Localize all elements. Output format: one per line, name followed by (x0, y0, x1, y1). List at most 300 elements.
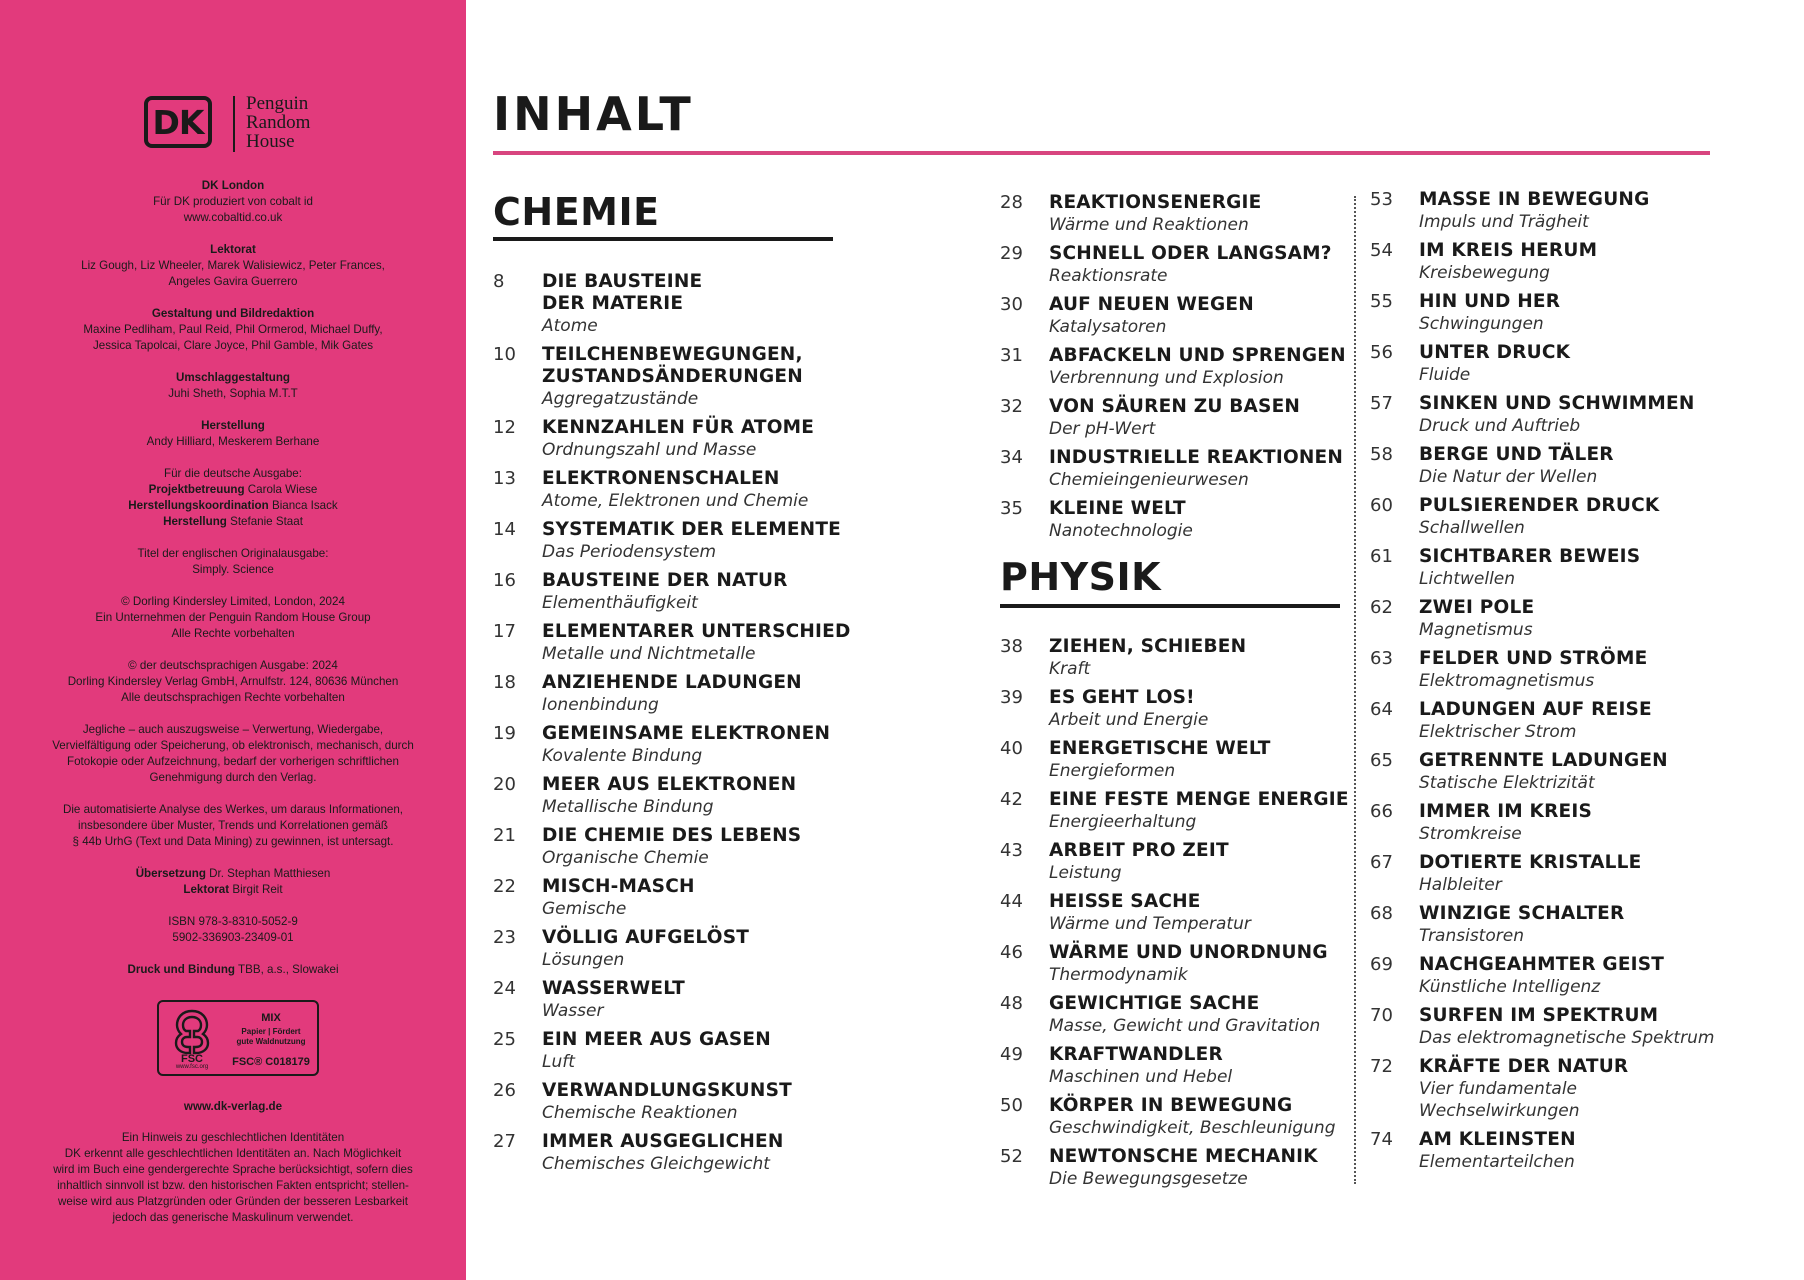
toc-entry[interactable] (1000, 687, 1340, 731)
entry-title: VERWANDLUNGSKUNST (542, 1080, 792, 1101)
page-number: 39 (1000, 687, 1023, 708)
page-number: 38 (1000, 636, 1023, 657)
imprint-block (40, 242, 426, 290)
imprint-line-text: 5902-336903-23409-01 (172, 931, 294, 944)
entry-title: ENERGETISCHE WELT (1049, 738, 1271, 759)
imprint-line-bold: Lektorat (210, 243, 256, 256)
imprint-block (40, 370, 426, 402)
entry-subtitle: Chemisches Gleichgewicht (542, 1154, 770, 1174)
toc-column-1 (493, 271, 853, 1182)
imprint-line-text: Birgit Reit (229, 883, 283, 896)
page-number: 54 (1370, 240, 1393, 261)
entry-title: EIN MEER AUS GASEN (542, 1029, 771, 1050)
page-number: 48 (1000, 993, 1023, 1014)
page-number: 34 (1000, 447, 1023, 468)
page-number: 24 (493, 978, 516, 999)
entry-subtitle: Künstliche Intelligenz (1419, 977, 1601, 997)
imprint-line (40, 658, 426, 674)
imprint-line-bold: Herstellungskoordination (128, 499, 269, 512)
entry-subtitle: Wärme und Reaktionen (1049, 215, 1249, 235)
toc-entry[interactable] (1000, 447, 1344, 491)
imprint-line-text: § 44b UrhG (Text und Data Mining) zu gewinnen, ist untersagt. (72, 835, 394, 848)
toc-entry[interactable] (493, 271, 853, 337)
page-number: 69 (1370, 954, 1393, 975)
imprint-line (40, 546, 426, 562)
entry-subtitle: Schwingungen (1419, 314, 1544, 334)
entry-title: KENNZAHLEN FÜR ATOME (542, 417, 815, 438)
toc-entry[interactable] (1370, 597, 1710, 641)
page-number: 52 (1000, 1146, 1023, 1167)
page-title: INHALT (493, 87, 694, 141)
entry-title: KRAFTWANDLER (1049, 1044, 1223, 1065)
entry-subtitle: Magnetismus (1419, 620, 1533, 640)
toc-entry[interactable] (493, 825, 853, 869)
entry-title: ELEKTRONENSCHALEN (542, 468, 780, 489)
entry-subtitle: Ionenbindung (542, 695, 659, 715)
imprint-line (40, 322, 426, 338)
toc-column-3 (1370, 189, 1715, 1180)
imprint-line (40, 434, 426, 450)
imprint-line-bold: Gestaltung und Bildredaktion (151, 307, 315, 320)
entry-title: NACHGEAHMTER GEIST (1419, 954, 1665, 975)
title-rule (493, 151, 1710, 155)
entry-subtitle: Kraft (1049, 659, 1091, 679)
toc-entry[interactable] (1000, 192, 1340, 236)
entry-title: MASSE IN BEWEGUNG (1419, 189, 1650, 210)
page-number: 64 (1370, 699, 1393, 720)
toc-entry[interactable] (1000, 993, 1340, 1037)
toc-entry[interactable] (493, 927, 853, 971)
toc-entry[interactable] (1370, 1056, 1710, 1122)
entry-subtitle: Kovalente Bindung (542, 746, 703, 766)
imprint-line (40, 754, 426, 770)
imprint-line-text: Alle deutschsprachigen Rechte vorbehalten (121, 691, 345, 704)
imprint-line (40, 594, 426, 610)
entry-subtitle: Atome, Elektronen und Chemie (542, 491, 809, 511)
entry-subtitle: Fluide (1419, 365, 1471, 385)
entry-subtitle: Elementhäufigkeit (542, 593, 698, 613)
imprint-line-text: Jessica Tapolcai, Clare Joyce, Phil Gamble, Mik Gates (92, 339, 374, 352)
entry-subtitle: Statische Elektrizität (1419, 773, 1595, 793)
imprint-block (40, 418, 426, 450)
entry-subtitle: Impuls und Trägheit (1419, 212, 1589, 232)
page-number: 50 (1000, 1095, 1023, 1116)
entry-title: PULSIERENDER DRUCK (1419, 495, 1660, 516)
imprint-line (40, 306, 426, 322)
entry-title: INDUSTRIELLE REAKTIONEN (1049, 447, 1344, 468)
page-number: 16 (493, 570, 516, 591)
column-divider (1354, 196, 1356, 1184)
page-number: 40 (1000, 738, 1023, 759)
page-number: 25 (493, 1029, 516, 1050)
imprint-block (40, 658, 426, 706)
page-number: 19 (493, 723, 516, 744)
imprint-line-bold: DK London (201, 179, 265, 192)
page-number: 12 (493, 417, 516, 438)
toc-entry[interactable] (1000, 1146, 1340, 1190)
page-number: 61 (1370, 546, 1393, 567)
entry-subtitle: Das elektromagnetische Spektrum (1419, 1028, 1715, 1048)
entry-subtitle: Organische Chemie (542, 848, 709, 868)
toc-entry[interactable] (1000, 294, 1340, 338)
imprint-line (40, 882, 426, 898)
imprint-line (40, 802, 426, 818)
page-number: 10 (493, 344, 516, 365)
entry-title: MISCH-MASCH (542, 876, 695, 897)
entry-title: DIE CHEMIE DES LEBENS (542, 825, 802, 846)
page-number: 21 (493, 825, 516, 846)
entry-title: HIN UND HER (1419, 291, 1561, 312)
imprint-line (40, 242, 426, 258)
page-number: 18 (493, 672, 516, 693)
entry-title: ANZIEHENDE LADUNGEN (542, 672, 802, 693)
toc-entry[interactable] (1370, 903, 1710, 947)
page-number: 28 (1000, 192, 1023, 213)
page-number: 31 (1000, 345, 1023, 366)
page-number: 67 (1370, 852, 1393, 873)
page-number: 29 (1000, 243, 1023, 264)
imprint-line-text: © Dorling Kindersley Limited, London, 2024 (121, 595, 345, 608)
entry-subtitle: Transistoren (1419, 926, 1524, 946)
toc-entry[interactable] (1370, 954, 1710, 998)
toc-entry[interactable] (1370, 291, 1710, 335)
entry-subtitle: Die Natur der Wellen (1419, 467, 1598, 487)
imprint-line-bold: Lektorat (183, 883, 230, 896)
fsc-description-line: gute Waldnutzung (236, 1037, 306, 1046)
imprint-block (40, 866, 426, 898)
page-number: 74 (1370, 1129, 1393, 1150)
entry-subtitle: Katalysatoren (1049, 317, 1167, 337)
entry-subtitle: Nanotechnologie (1049, 521, 1193, 541)
entry-title: SICHTBARER BEWEIS (1419, 546, 1641, 567)
page-number: 72 (1370, 1056, 1393, 1077)
entry-title: UNTER DRUCK (1419, 342, 1571, 363)
imprint-line-text: ISBN 978-3-8310-5052-9 (168, 915, 298, 928)
imprint-line (40, 514, 426, 530)
imprint-line (40, 258, 426, 274)
toc-entry[interactable] (1370, 189, 1710, 233)
imprint-line-text: insbesondere über Muster, Trends und Korrelationen gemäß (78, 819, 388, 832)
entry-title: MEER AUS ELEKTRONEN (542, 774, 797, 795)
imprint-line-text: Angeles Gavira Guerrero (168, 275, 298, 288)
imprint-line-text: Ein Unternehmen der Penguin Random House Group (95, 611, 371, 624)
imprint-panel (0, 0, 466, 1280)
entry-subtitle: Kreisbewegung (1419, 263, 1550, 283)
toc-entry[interactable] (1370, 546, 1710, 590)
entry-subtitle: Metallische Bindung (542, 797, 714, 817)
toc-entry[interactable] (493, 621, 853, 665)
entry-title: AM KLEINSTEN (1419, 1129, 1576, 1150)
page-number: 66 (1370, 801, 1393, 822)
imprint-line-text: Liz Gough, Liz Wheeler, Marek Walisiewicz, Peter Frances, (81, 259, 385, 272)
toc-entry[interactable] (1000, 345, 1346, 389)
entry-subtitle: Druck und Auftrieb (1419, 416, 1581, 436)
entry-subtitle: Energieerhaltung (1049, 812, 1197, 832)
toc-entry[interactable] (493, 570, 853, 614)
imprint-line-text: www.cobaltid.co.uk (183, 211, 283, 224)
page-number: 27 (493, 1131, 516, 1152)
fsc-tree-icon (169, 1007, 215, 1063)
imprint-line (40, 498, 426, 514)
fsc-description-line: Papier | Fördert (241, 1027, 301, 1036)
entry-subtitle: Metalle und Nichtmetalle (542, 644, 756, 664)
imprint-line (40, 338, 426, 354)
imprint-line-bold: Herstellung (163, 515, 227, 528)
entry-title: VON SÄUREN ZU BASEN (1049, 396, 1301, 417)
imprint-line (40, 466, 426, 482)
dk-logo: DK (144, 96, 212, 148)
toc-entry[interactable] (493, 774, 853, 818)
imprint-line (40, 914, 426, 930)
toc-entry[interactable] (1370, 750, 1710, 794)
toc-entry[interactable] (493, 344, 853, 410)
page-number: 44 (1000, 891, 1023, 912)
imprint-credits (40, 178, 426, 994)
imprint-line (40, 418, 426, 434)
page-number: 56 (1370, 342, 1393, 363)
entry-title: HEISSE SACHE (1049, 891, 1201, 912)
entry-subtitle: Energieformen (1049, 761, 1176, 781)
imprint-block (40, 914, 426, 946)
toc-entry[interactable] (493, 978, 853, 1022)
entry-title: ABFACKELN UND SPRENGEN (1049, 345, 1346, 366)
imprint-line-bold: Projektbetreuung (148, 483, 245, 496)
toc-column-2-chemie (1000, 192, 1346, 549)
imprint-line (40, 690, 426, 706)
entry-subtitle: Reaktionsrate (1049, 266, 1168, 286)
entry-subtitle: Geschwindigkeit, Beschleunigung (1049, 1118, 1336, 1138)
page-number: 23 (493, 927, 516, 948)
page-number: 32 (1000, 396, 1023, 417)
entry-subtitle: Wärme und Temperatur (1049, 914, 1251, 934)
toc-entry[interactable] (1000, 498, 1340, 542)
entry-subtitle: Schallwellen (1419, 518, 1525, 538)
toc-entry[interactable] (493, 1131, 853, 1175)
imprint-line (40, 386, 426, 402)
wordmark-line: Penguin (246, 93, 309, 114)
imprint-line-text: Andy Hilliard, Meskerem Berhane (146, 435, 320, 448)
imprint-block (40, 802, 426, 850)
imprint-line-text: Für die deutsche Ausgabe: (164, 467, 302, 480)
imprint-line-bold: Übersetzung (135, 867, 206, 880)
page-number: 62 (1370, 597, 1393, 618)
imprint-line (40, 818, 426, 834)
imprint-line (40, 274, 426, 290)
page-number: 58 (1370, 444, 1393, 465)
page-number: 46 (1000, 942, 1023, 963)
imprint-line-text: Bianca Isack (268, 499, 338, 512)
toc-entry[interactable] (1000, 942, 1340, 986)
imprint-line (40, 370, 426, 386)
imprint-block (40, 466, 426, 530)
imprint-line (40, 562, 426, 578)
imprint-line (40, 770, 426, 786)
imprint-line (40, 482, 426, 498)
imprint-line-text: Stefanie Staat (226, 515, 303, 528)
entry-title: VÖLLIG AUFGELÖST (542, 927, 750, 948)
page-number: 13 (493, 468, 516, 489)
imprint-line (40, 178, 426, 194)
section-rule-physik (1000, 604, 1340, 608)
entry-subtitle: Arbeit und Energie (1049, 710, 1209, 730)
entry-title: WINZIGE SCHALTER (1419, 903, 1625, 924)
page-number: 35 (1000, 498, 1023, 519)
page-number: 43 (1000, 840, 1023, 861)
page-number: 8 (493, 271, 505, 292)
entry-title: WÄRME UND UNORDNUNG (1049, 942, 1328, 963)
imprint-block (40, 306, 426, 354)
toc-entry[interactable] (1370, 1005, 1715, 1049)
page-number: 26 (493, 1080, 516, 1101)
entry-subtitle: Luft (542, 1052, 575, 1072)
entry-title: DIE BAUSTEINE (542, 271, 703, 292)
entry-title: ZWEI POLE (1419, 597, 1535, 618)
imprint-line (40, 674, 426, 690)
entry-title: DOTIERTE KRISTALLE (1419, 852, 1642, 873)
gender-note-line: jedoch das generische Maskulinum verwendet. (112, 1211, 354, 1224)
toc-entry[interactable] (1000, 243, 1340, 287)
imprint-line-text: Fotokopie oder Aufzeichnung, bedarf der vorherigen schriftlichen (67, 755, 399, 768)
imprint-line (40, 834, 426, 850)
toc-entry[interactable] (493, 468, 853, 512)
entry-subtitle: Wasser (542, 1001, 604, 1021)
imprint-line-text: TBB, a.s., Slowakei (235, 963, 339, 976)
toc-entry[interactable] (1370, 801, 1710, 845)
imprint-line (40, 738, 426, 754)
toc-entry[interactable] (1370, 1129, 1710, 1173)
imprint-block (40, 722, 426, 786)
entry-title: KRÄFTE DER NATUR (1419, 1056, 1629, 1077)
imprint-line-text: © der deutschsprachigen Ausgabe: 2024 (128, 659, 338, 672)
toc-entry[interactable] (1370, 444, 1710, 488)
entry-title: FELDER UND STRÖME (1419, 648, 1648, 669)
imprint-line-text: Jegliche – auch auszugsweise – Verwertung, Wiedergabe, (82, 723, 384, 736)
entry-subtitle: Ordnungszahl und Masse (542, 440, 757, 460)
toc-entry[interactable] (1370, 495, 1710, 539)
imprint-line-text: Carola Wiese (244, 483, 318, 496)
toc-entry[interactable] (493, 672, 853, 716)
entry-subtitle: Wechselwirkungen (1419, 1101, 1580, 1121)
fsc-code: FSC® C018179 (232, 1056, 310, 1068)
entry-title: BAUSTEINE DER NATUR (542, 570, 788, 591)
entry-title: NEWTONSCHE MECHANIK (1049, 1146, 1318, 1167)
toc-entry[interactable] (1000, 789, 1349, 833)
entry-title: ARBEIT PRO ZEIT (1049, 840, 1229, 861)
entry-title: SYSTEMATIK DER ELEMENTE (542, 519, 842, 540)
entry-title: IM KREIS HERUM (1419, 240, 1598, 261)
toc-entry[interactable] (493, 1080, 853, 1124)
toc-entry[interactable] (493, 723, 853, 767)
imprint-line (40, 610, 426, 626)
entry-subtitle: Lichtwellen (1419, 569, 1516, 589)
entry-title: IMMER AUSGEGLICHEN (542, 1131, 784, 1152)
entry-subtitle: Lösungen (542, 950, 625, 970)
entry-title: ZIEHEN, SCHIEBEN (1049, 636, 1247, 657)
entry-subtitle: Vier fundamentale (1419, 1079, 1578, 1099)
entry-subtitle: Thermodynamik (1049, 965, 1188, 985)
entry-title: BERGE UND TÄLER (1419, 444, 1614, 465)
publisher-url[interactable]: www.dk-verlag.de (183, 1100, 283, 1113)
imprint-block (40, 594, 426, 642)
toc-entry[interactable] (493, 519, 853, 563)
entry-title: SINKEN UND SCHWIMMEN (1419, 393, 1695, 414)
entry-title: WASSERWELT (542, 978, 685, 999)
section-heading-physik: PHYSIK (1000, 555, 1162, 599)
toc-entry[interactable] (1000, 1044, 1340, 1088)
imprint-line (40, 626, 426, 642)
toc-entry[interactable] (1000, 891, 1340, 935)
toc-entry[interactable] (1370, 699, 1710, 743)
gender-note-line: inhaltlich sinnvoll ist bzw. den historischen Fakten entspricht; stellen- (57, 1179, 409, 1192)
imprint-line-text: Dr. Stephan Matthiesen (205, 867, 331, 880)
imprint-line-text: Alle Rechte vorbehalten (171, 627, 295, 640)
toc-entry[interactable] (1370, 240, 1710, 284)
toc-entry[interactable] (1370, 342, 1710, 386)
page-number: 20 (493, 774, 516, 795)
page-number: 17 (493, 621, 516, 642)
page-number: 57 (1370, 393, 1393, 414)
entry-title: ES GEHT LOS! (1049, 687, 1195, 708)
imprint-line (40, 210, 426, 226)
fsc-description (223, 1027, 319, 1047)
entry-subtitle: Masse, Gewicht und Gravitation (1049, 1016, 1321, 1036)
entry-subtitle: Das Periodensystem (542, 542, 717, 562)
entry-subtitle: Atome (542, 316, 598, 336)
toc-entry[interactable] (1370, 648, 1710, 692)
entry-title: KLEINE WELT (1049, 498, 1186, 519)
entry-title: ZUSTANDSÄNDERUNGEN (542, 366, 803, 387)
entry-title: GEMEINSAME ELEKTRONEN (542, 723, 831, 744)
entry-subtitle: Halbleiter (1419, 875, 1502, 895)
page-number: 70 (1370, 1005, 1393, 1026)
imprint-line-text: Juhi Sheth, Sophia M.T.T (168, 387, 298, 400)
toc-entry[interactable] (1000, 738, 1340, 782)
entry-title: EINE FESTE MENGE ENERGIE (1049, 789, 1349, 810)
page-number: 68 (1370, 903, 1393, 924)
entry-subtitle: Chemieingenieurwesen (1049, 470, 1249, 490)
toc-entry[interactable] (493, 417, 853, 461)
imprint-block (40, 178, 426, 226)
entry-subtitle: Der pH-Wert (1049, 419, 1156, 439)
toc-column-2-physik (1000, 636, 1349, 1197)
entry-subtitle: Gemische (542, 899, 627, 919)
toc-entry[interactable] (1000, 840, 1340, 884)
toc-entry[interactable] (493, 876, 853, 920)
imprint-line-text: Maxine Pedliham, Paul Reid, Phil Ormerod, Michael Duffy, (83, 323, 383, 336)
entry-subtitle: Leistung (1049, 863, 1122, 883)
entry-title: DER MATERIE (542, 293, 684, 314)
entry-title: ELEMENTARER UNTERSCHIED (542, 621, 851, 642)
fsc-url: www.fsc.org (175, 1064, 209, 1070)
toc-entry[interactable] (1370, 852, 1710, 896)
toc-entry[interactable] (1000, 636, 1340, 680)
imprint-line-bold: Herstellung (201, 419, 265, 432)
entry-title: LADUNGEN AUF REISE (1419, 699, 1652, 720)
logo-divider (233, 96, 235, 152)
entry-subtitle: Elektromagnetismus (1419, 671, 1595, 691)
imprint-line (40, 194, 426, 210)
toc-entry[interactable] (1370, 393, 1710, 437)
toc-entry[interactable] (1000, 396, 1340, 440)
fsc-brand: FSC (181, 1053, 203, 1063)
entry-subtitle: Stromkreise (1419, 824, 1522, 844)
toc-entry[interactable] (493, 1029, 853, 1073)
entry-subtitle: Elektrischer Strom (1419, 722, 1577, 742)
page-number: 63 (1370, 648, 1393, 669)
toc-entry[interactable] (1000, 1095, 1340, 1139)
entry-title: TEILCHENBEWEGUNGEN, (542, 344, 803, 365)
gender-note-line: Ein Hinweis zu geschlechtlichen Identitäten (121, 1131, 345, 1144)
